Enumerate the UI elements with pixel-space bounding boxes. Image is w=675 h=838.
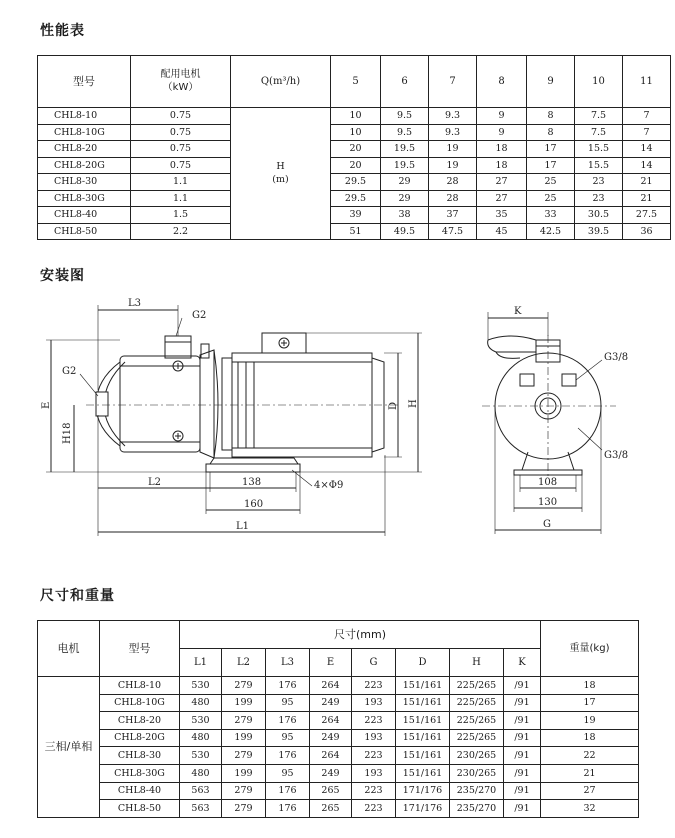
dimensions-table (37, 620, 639, 818)
dim-weight: 27 (541, 782, 639, 800)
performance-table (37, 55, 671, 240)
perf-motor-kw: 1.1 (131, 174, 231, 191)
dim-model: CHL8-30G (100, 764, 180, 782)
head-label-line1: H (276, 161, 285, 173)
dim-value-G: 223 (352, 677, 396, 695)
dim-value-L1: 480 (180, 694, 222, 712)
perf-head-value: 37 (429, 207, 477, 224)
perf-head-value: 7.5 (575, 108, 623, 125)
dim-model: CHL8-40 (100, 782, 180, 800)
perf-head-value: 19.5 (381, 157, 429, 174)
dim-value-H: 235/270 (450, 782, 504, 800)
perf-head-value: 39 (331, 207, 381, 224)
perf-row (38, 223, 671, 240)
perf-head-value: 14 (623, 141, 671, 158)
col-header-motor-type: 电机 (38, 621, 100, 677)
dim-value-E: 265 (310, 800, 352, 818)
perf-head-value: 25 (527, 190, 575, 207)
dim-value-K: /91 (504, 694, 541, 712)
dim-value-H: 225/265 (450, 694, 504, 712)
perf-head-value: 10 (331, 108, 381, 125)
col-L2: L2 (222, 649, 266, 677)
label-holes: 4×Φ9 (314, 480, 344, 491)
perf-head-value: 21 (623, 174, 671, 191)
dim-value-L3: 176 (266, 747, 310, 765)
dim-row (38, 800, 639, 818)
perf-motor-kw: 2.2 (131, 223, 231, 240)
perf-head-value: 29.5 (331, 174, 381, 191)
perf-motor-kw: 0.75 (131, 124, 231, 141)
perf-head-value: 19 (429, 141, 477, 158)
label-160: 160 (244, 499, 264, 510)
dim-model: CHL8-10 (100, 677, 180, 695)
label-G: G (543, 519, 551, 530)
dim-value-K: /91 (504, 800, 541, 818)
perf-head-value: 19 (429, 157, 477, 174)
perf-table-body (38, 108, 671, 240)
dim-value-L3: 95 (266, 764, 310, 782)
perf-motor-kw: 1.1 (131, 190, 231, 207)
dim-value-D: 171/176 (396, 800, 450, 818)
perf-row (38, 157, 671, 174)
dim-value-G: 223 (352, 782, 396, 800)
dim-row (38, 694, 639, 712)
dim-value-L1: 563 (180, 800, 222, 818)
head-label-line2: (m) (272, 173, 289, 185)
dim-value-L1: 480 (180, 729, 222, 747)
label-L1: L1 (236, 521, 250, 532)
dim-value-G: 193 (352, 729, 396, 747)
dim-model: CHL8-20 (100, 712, 180, 730)
perf-model: CHL8-30 (38, 174, 131, 191)
dim-value-E: 249 (310, 729, 352, 747)
perf-model: CHL8-30G (38, 190, 131, 207)
perf-head-value: 9 (477, 124, 527, 141)
dim-header-row-1 (38, 621, 639, 649)
dim-value-E: 264 (310, 747, 352, 765)
dim-value-K: /91 (504, 764, 541, 782)
dim-value-D: 151/161 (396, 729, 450, 747)
dim-value-E: 249 (310, 764, 352, 782)
dim-weight: 17 (541, 694, 639, 712)
motor-header-line2: （kW） (162, 81, 199, 93)
perf-head-value: 51 (331, 223, 381, 240)
dim-value-L1: 530 (180, 712, 222, 730)
perf-model: CHL8-20 (38, 141, 131, 158)
perf-motor-kw: 0.75 (131, 141, 231, 158)
performance-heading: 性能表 (40, 23, 85, 39)
perf-head-value: 18 (477, 141, 527, 158)
label-E: E (41, 401, 52, 409)
perf-head-value: 9.3 (429, 124, 477, 141)
label-138: 138 (242, 477, 262, 488)
dim-weight: 18 (541, 729, 639, 747)
dim-value-K: /91 (504, 729, 541, 747)
perf-head-value: 15.5 (575, 141, 623, 158)
perf-row (38, 207, 671, 224)
dim-weight: 18 (541, 677, 639, 695)
dim-value-K: /91 (504, 747, 541, 765)
label-130: 130 (538, 497, 558, 508)
perf-row (38, 108, 671, 125)
dim-row (38, 712, 639, 730)
dim-value-E: 264 (310, 712, 352, 730)
perf-head-value: 9 (477, 108, 527, 125)
dim-value-G: 223 (352, 747, 396, 765)
perf-head-value: 29 (381, 174, 429, 191)
dim-value-E: 249 (310, 694, 352, 712)
dim-value-L3: 176 (266, 782, 310, 800)
perf-head-value: 20 (331, 157, 381, 174)
perf-head-value: 7.5 (575, 124, 623, 141)
installation-heading: 安装图 (40, 268, 85, 284)
label-H18: H18 (62, 422, 73, 444)
label-L3: L3 (128, 298, 142, 309)
dim-weight: 21 (541, 764, 639, 782)
col-K: K (504, 649, 541, 677)
dim-value-H: 230/265 (450, 764, 504, 782)
motor-header-line1: 配用电机 (160, 69, 201, 80)
dim-value-K: /91 (504, 782, 541, 800)
perf-motor-kw: 1.5 (131, 207, 231, 224)
dim-weight: 19 (541, 712, 639, 730)
perf-head-value: 27 (477, 174, 527, 191)
installation-drawing (0, 280, 675, 540)
perf-head-value: 7 (623, 108, 671, 125)
dim-value-L2: 279 (222, 782, 266, 800)
perf-head-value: 9.5 (381, 124, 429, 141)
perf-model: CHL8-10G (38, 124, 131, 141)
dim-value-H: 235/270 (450, 800, 504, 818)
dim-value-E: 264 (310, 677, 352, 695)
dim-model: CHL8-10G (100, 694, 180, 712)
label-D: D (388, 401, 399, 410)
dim-value-L2: 279 (222, 712, 266, 730)
dim-value-G: 193 (352, 694, 396, 712)
perf-head-value: 20 (331, 141, 381, 158)
perf-head-value: 29 (381, 190, 429, 207)
dim-value-H: 225/265 (450, 729, 504, 747)
col-G: G (352, 649, 396, 677)
perf-head-value: 14 (623, 157, 671, 174)
dim-value-G: 193 (352, 764, 396, 782)
dim-value-L3: 95 (266, 694, 310, 712)
end-view (482, 306, 628, 534)
perf-head-value: 27.5 (623, 207, 671, 224)
dim-value-L3: 95 (266, 729, 310, 747)
perf-head-value: 21 (623, 190, 671, 207)
dim-row (38, 747, 639, 765)
label-H: H (408, 399, 419, 408)
dim-value-L1: 530 (180, 677, 222, 695)
perf-head-value: 30.5 (575, 207, 623, 224)
label-G38-top: G3/8 (604, 352, 629, 363)
dim-row (38, 677, 639, 695)
perf-head-value: 17 (527, 141, 575, 158)
perf-head-value: 23 (575, 190, 623, 207)
dim-value-L1: 530 (180, 747, 222, 765)
dim-row (38, 782, 639, 800)
dim-value-L2: 199 (222, 729, 266, 747)
perf-head-value: 18 (477, 157, 527, 174)
perf-head-value: 49.5 (381, 223, 429, 240)
perf-head-value: 10 (331, 124, 381, 141)
perf-head-value: 39.5 (575, 223, 623, 240)
head-label (231, 108, 331, 240)
label-G2-top: G2 (192, 310, 207, 321)
perf-row (38, 174, 671, 191)
dim-row (38, 729, 639, 747)
col-header-dim-model: 型号 (100, 621, 180, 677)
dim-value-H: 225/265 (450, 677, 504, 695)
dim-value-L2: 279 (222, 747, 266, 765)
label-K: K (514, 306, 522, 317)
col-E: E (310, 649, 352, 677)
col-H: H (450, 649, 504, 677)
dim-model: CHL8-30 (100, 747, 180, 765)
dim-value-L1: 480 (180, 764, 222, 782)
perf-model: CHL8-20G (38, 157, 131, 174)
flow-8: 8 (477, 56, 527, 108)
col-D: D (396, 649, 450, 677)
dim-value-L2: 199 (222, 694, 266, 712)
dim-weight: 22 (541, 747, 639, 765)
perf-head-value: 28 (429, 174, 477, 191)
col-L1: L1 (180, 649, 222, 677)
col-header-flow: Q(m³/h) (231, 56, 331, 108)
dim-weight: 32 (541, 800, 639, 818)
perf-head-value: 23 (575, 174, 623, 191)
dim-value-D: 151/161 (396, 677, 450, 695)
perf-head-value: 9.3 (429, 108, 477, 125)
col-header-weight: 重量(kg) (541, 621, 639, 677)
side-view (41, 298, 422, 536)
perf-head-value: 27 (477, 190, 527, 207)
dimensions-heading: 尺寸和重量 (40, 588, 115, 604)
dim-value-L2: 199 (222, 764, 266, 782)
flow-6: 6 (381, 56, 429, 108)
perf-head-value: 42.5 (527, 223, 575, 240)
dim-value-D: 171/176 (396, 782, 450, 800)
dim-value-G: 223 (352, 712, 396, 730)
perf-model: CHL8-10 (38, 108, 131, 125)
dim-value-L3: 176 (266, 800, 310, 818)
perf-head-value: 45 (477, 223, 527, 240)
perf-header-row (38, 56, 671, 108)
perf-head-value: 8 (527, 108, 575, 125)
dim-value-H: 230/265 (450, 747, 504, 765)
dim-value-L3: 176 (266, 712, 310, 730)
dim-value-L2: 279 (222, 677, 266, 695)
perf-motor-kw: 0.75 (131, 108, 231, 125)
dim-model: CHL8-50 (100, 800, 180, 818)
dim-value-L1: 563 (180, 782, 222, 800)
dim-value-H: 225/265 (450, 712, 504, 730)
perf-head-value: 47.5 (429, 223, 477, 240)
dim-value-L3: 176 (266, 677, 310, 695)
dim-value-K: /91 (504, 677, 541, 695)
perf-head-value: 36 (623, 223, 671, 240)
perf-head-value: 35 (477, 207, 527, 224)
flow-5: 5 (331, 56, 381, 108)
dim-model: CHL8-20G (100, 729, 180, 747)
dim-value-D: 151/161 (396, 694, 450, 712)
col-L3: L3 (266, 649, 310, 677)
perf-row (38, 141, 671, 158)
perf-motor-kw: 0.75 (131, 157, 231, 174)
perf-head-value: 19.5 (381, 141, 429, 158)
dim-value-G: 223 (352, 800, 396, 818)
dim-value-D: 151/161 (396, 712, 450, 730)
col-header-model: 型号 (38, 56, 131, 108)
label-G2-inlet: G2 (62, 366, 77, 377)
label-G38-bottom: G3/8 (604, 450, 629, 461)
flow-11: 11 (623, 56, 671, 108)
flow-7: 7 (429, 56, 477, 108)
perf-head-value: 17 (527, 157, 575, 174)
perf-head-value: 33 (527, 207, 575, 224)
dim-value-D: 151/161 (396, 747, 450, 765)
dim-value-D: 151/161 (396, 764, 450, 782)
perf-head-value: 29.5 (331, 190, 381, 207)
perf-head-value: 8 (527, 124, 575, 141)
flow-10: 10 (575, 56, 623, 108)
perf-head-value: 7 (623, 124, 671, 141)
label-L2: L2 (148, 477, 162, 488)
perf-model: CHL8-50 (38, 223, 131, 240)
dim-value-K: /91 (504, 712, 541, 730)
label-108: 108 (538, 477, 558, 488)
perf-head-value: 28 (429, 190, 477, 207)
motor-type-cell: 三相/单相 (38, 677, 100, 818)
perf-head-value: 9.5 (381, 108, 429, 125)
perf-head-value: 25 (527, 174, 575, 191)
flow-9: 9 (527, 56, 575, 108)
dim-value-L2: 279 (222, 800, 266, 818)
perf-row (38, 124, 671, 141)
dim-value-E: 265 (310, 782, 352, 800)
perf-head-value: 15.5 (575, 157, 623, 174)
perf-head-value: 38 (381, 207, 429, 224)
col-header-size: 尺寸(mm) (180, 621, 541, 649)
col-header-motor (131, 56, 231, 108)
perf-model: CHL8-40 (38, 207, 131, 224)
dim-row (38, 764, 639, 782)
dim-table-body (38, 677, 639, 818)
perf-row (38, 190, 671, 207)
